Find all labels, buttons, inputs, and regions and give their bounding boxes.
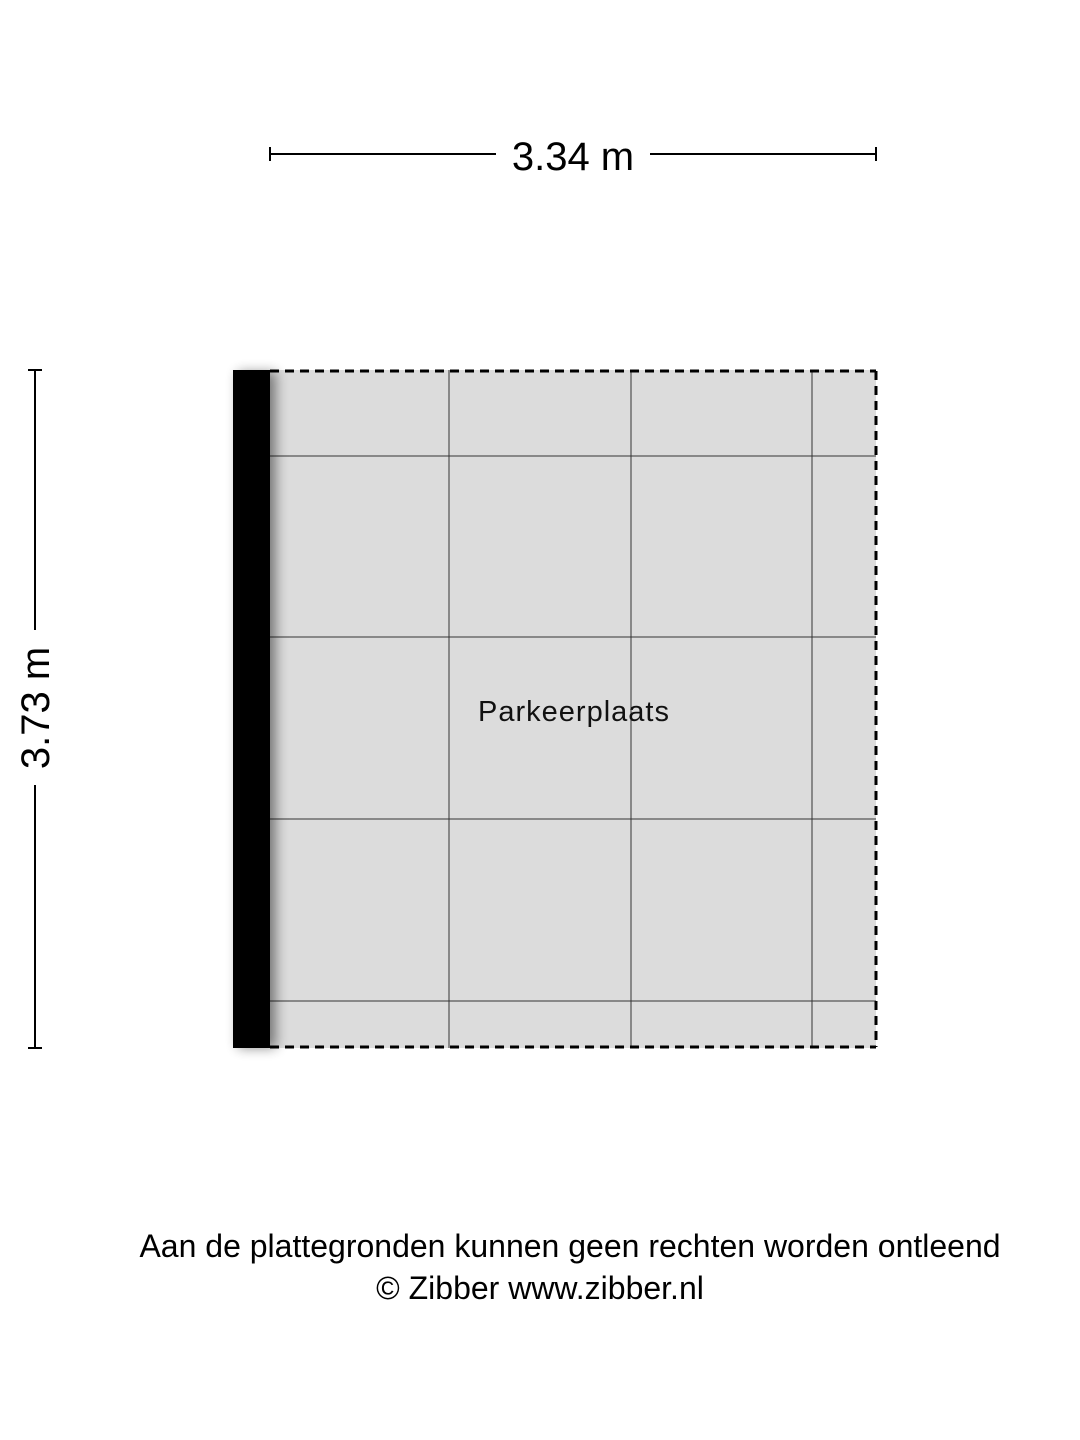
wall (233, 370, 270, 1048)
height-dimension (14, 370, 58, 1048)
disclaimer-text: Aan de plattegronden kunnen geen rechten worden ontleend (139, 1228, 1001, 1264)
copyright-text: © Zibber www.zibber.nl (376, 1270, 704, 1306)
width-dimension-label: 3.34 m (511, 135, 635, 179)
room-label: Parkeerplaats (478, 696, 670, 728)
height-dimension-label: 3.73 m (14, 646, 58, 770)
width-dimension (270, 135, 876, 179)
